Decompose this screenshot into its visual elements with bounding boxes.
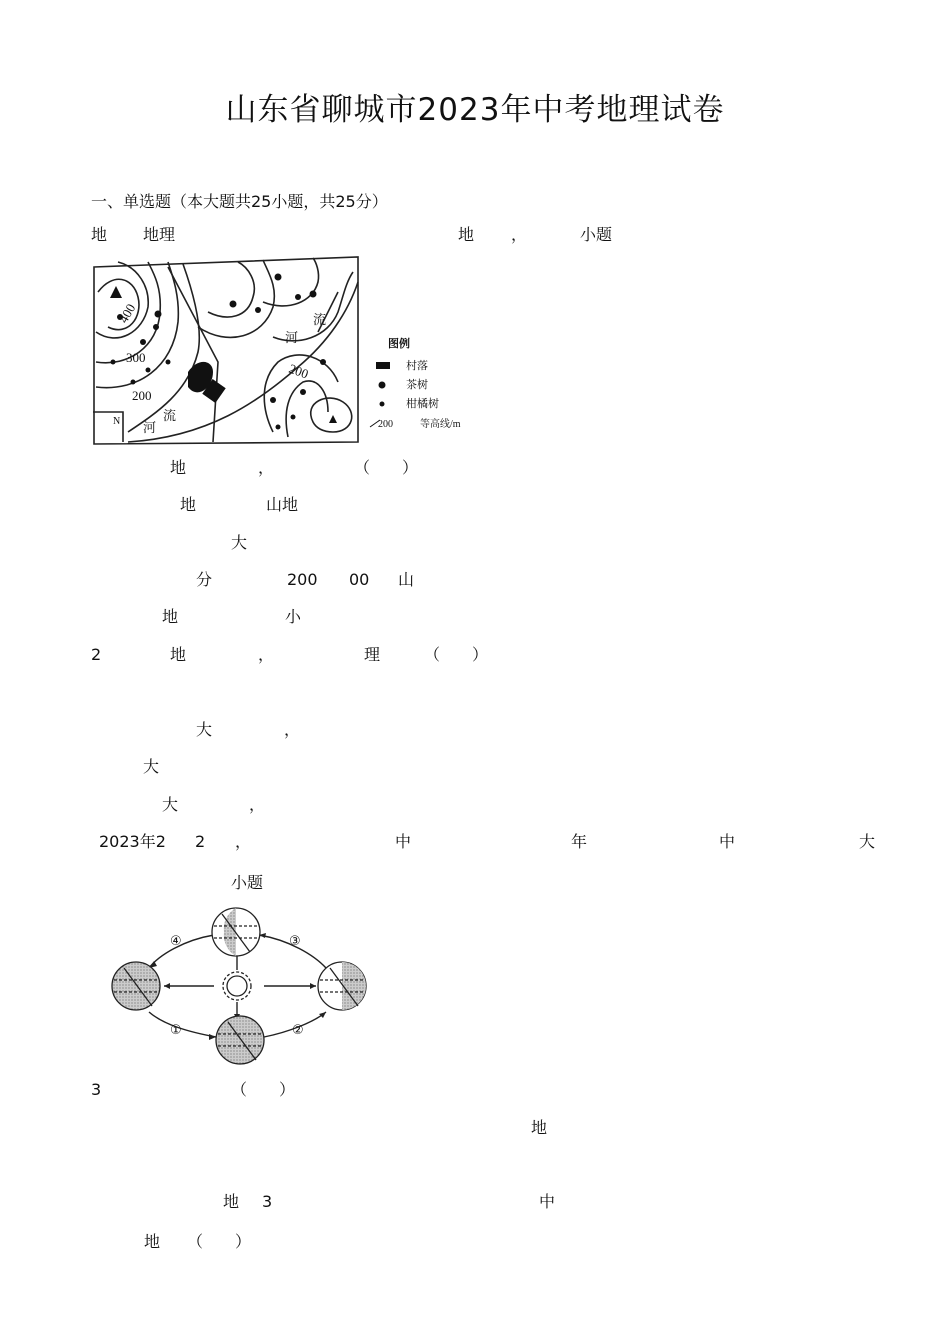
- orbit-label: ①: [170, 1023, 182, 1038]
- river-label: 流: [163, 408, 177, 423]
- svg-text:村落: 村落: [406, 360, 428, 372]
- earth-orbit-figure: [104, 900, 374, 1072]
- svg-text:柑橘树: 柑橘树: [406, 398, 439, 410]
- river-label: 河: [285, 330, 299, 345]
- river-label: 河: [143, 420, 157, 435]
- orbit-label: ②: [292, 1023, 304, 1038]
- page-title: 山东省聊城市2023年中考地理试卷: [225, 92, 725, 128]
- sun-icon: [223, 972, 251, 1000]
- contour-label: 200: [132, 388, 152, 403]
- orbit-label: ④: [170, 934, 182, 949]
- contour-label: 300: [126, 350, 146, 365]
- map-legend: [370, 336, 461, 430]
- svg-text:茶树: 茶树: [406, 379, 428, 391]
- svg-text:图例: 图例: [388, 338, 410, 350]
- contour-label: 200: [286, 360, 311, 382]
- contour-label: 400: [115, 301, 139, 326]
- north-arrow: N: [113, 416, 121, 427]
- svg-text:200: 200: [378, 419, 393, 430]
- topographic-map-figure: [88, 252, 468, 448]
- svg-text:等高线/m: 等高线/m: [420, 419, 461, 430]
- section-heading: 一、单选题（本大题共25小题，共25分）: [91, 192, 388, 211]
- river-label: 流: [313, 312, 327, 327]
- orbit-label: ③: [289, 934, 301, 949]
